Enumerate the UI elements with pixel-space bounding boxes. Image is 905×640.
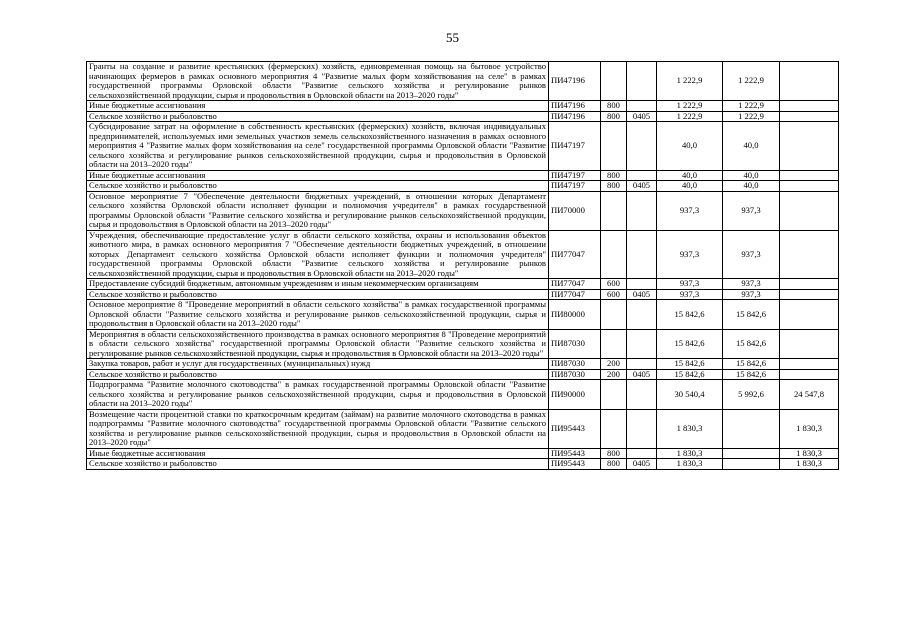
section-code-cell <box>627 230 657 279</box>
expense-type-cell: 200 <box>601 369 627 380</box>
total-amount-cell: 30 540,4 <box>657 380 723 410</box>
section-code-cell: 0405 <box>627 289 657 300</box>
amount-col1-cell <box>723 409 780 448</box>
amount-col1-cell: 937,3 <box>723 230 780 279</box>
row-name-cell: Предоставление субсидий бюджетным, автономным учреждениям и иным некоммерческим организациям <box>87 279 549 290</box>
expense-type-cell <box>601 191 627 230</box>
amount-col1-cell: 937,3 <box>723 279 780 290</box>
table-row <box>87 111 839 122</box>
row-name-cell: Сельское хозяйство и рыболовство <box>87 369 549 380</box>
row-name-cell: Учреждения, обеспечивающие предоставление услуг в области сельского хозяйства, охраны и использования объектов животного мира, в рамках основного мероприятия 7 "Обеспечение деятельности бюджетных учреждений, в отношении которых Департамент сельского хозяйства Орловской области исполняет функции и полномочия учредителя" государственной программы Орловской области "Развитие сельского хозяйства и регулирование рынков сельскохозяйственной продукции, сырья и продовольствия в Орловской области на 2013–2020 годы" <box>87 230 549 279</box>
total-amount-cell: 15 842,6 <box>657 359 723 370</box>
section-code-cell <box>627 380 657 410</box>
section-code-cell <box>627 101 657 112</box>
amount-col1-cell: 15 842,6 <box>723 369 780 380</box>
total-amount-cell: 40,0 <box>657 170 723 181</box>
expense-type-cell: 600 <box>601 279 627 290</box>
section-code-cell <box>627 122 657 171</box>
expense-type-cell: 800 <box>601 111 627 122</box>
amount-col2-cell <box>780 191 839 230</box>
expense-type-cell: 800 <box>601 448 627 459</box>
row-name-cell: Иные бюджетные ассигнования <box>87 170 549 181</box>
target-code-cell: ПИ90000 <box>549 380 601 410</box>
section-code-cell <box>627 409 657 448</box>
expense-type-cell: 600 <box>601 289 627 300</box>
amount-col2-cell <box>780 230 839 279</box>
amount-col2-cell <box>780 359 839 370</box>
amount-col2-cell <box>780 181 839 192</box>
table-row <box>87 289 839 300</box>
target-code-cell: ПИ70000 <box>549 191 601 230</box>
row-name-cell: Иные бюджетные ассигнования <box>87 101 549 112</box>
amount-col1-cell: 15 842,6 <box>723 359 780 370</box>
page-number: 55 <box>446 30 459 45</box>
amount-col2-cell <box>780 329 839 359</box>
table-row <box>87 369 839 380</box>
table-row <box>87 329 839 359</box>
table-row <box>87 300 839 330</box>
total-amount-cell: 1 830,3 <box>657 448 723 459</box>
target-code-cell: ПИ95443 <box>549 448 601 459</box>
amount-col1-cell: 937,3 <box>723 191 780 230</box>
total-amount-cell: 15 842,6 <box>657 329 723 359</box>
table-row <box>87 181 839 192</box>
amount-col1-cell: 1 222,9 <box>723 62 780 101</box>
total-amount-cell: 1 830,3 <box>657 409 723 448</box>
section-code-cell: 0405 <box>627 459 657 470</box>
expense-type-cell: 800 <box>601 459 627 470</box>
target-code-cell: ПИ87030 <box>549 359 601 370</box>
total-amount-cell: 1 830,3 <box>657 459 723 470</box>
amount-col1-cell <box>723 448 780 459</box>
row-name-cell: Сельское хозяйство и рыболовство <box>87 459 549 470</box>
expense-type-cell <box>601 409 627 448</box>
row-name-cell: Основное мероприятие 8 "Проведение мероприятий в области сельского хозяйства" в рамках государственной программы Орловской области "Развитие сельского хозяйства и регулирование рынков сельскохозяйственной продукции, сырья и продовольствия в Орловской области на 2013–2020 годы" <box>87 300 549 330</box>
section-code-cell: 0405 <box>627 111 657 122</box>
amount-col2-cell: 24 547,8 <box>780 380 839 410</box>
target-code-cell: ПИ47196 <box>549 62 601 101</box>
amount-col1-cell: 937,3 <box>723 289 780 300</box>
section-code-cell <box>627 329 657 359</box>
row-name-cell: Возмещение части процентной ставки по краткосрочным кредитам (займам) на развитие молочного скотоводства в рамках подпрограммы "Развитие молочного скотоводства" государственной программы Орловской области "Развитие сельского хозяйства и регулирование рынков сельскохозяйственной продукции, сырья и продовольствия в Орловской области на 2013–2020 годы" <box>87 409 549 448</box>
amount-col1-cell: 5 992,6 <box>723 380 780 410</box>
table-row <box>87 230 839 279</box>
amount-col2-cell <box>780 279 839 290</box>
expense-type-cell <box>601 62 627 101</box>
amount-col2-cell <box>780 101 839 112</box>
target-code-cell: ПИ77047 <box>549 279 601 290</box>
target-code-cell: ПИ77047 <box>549 289 601 300</box>
table-row <box>87 122 839 171</box>
expense-type-cell <box>601 380 627 410</box>
section-code-cell <box>627 279 657 290</box>
total-amount-cell: 937,3 <box>657 191 723 230</box>
row-name-cell: Субсидирование затрат на оформление в собственность крестьянских (фермерских) хозяйств, включая индивидуальных предпринимателей, используемых ими земельных участков земель сельскохозяйственного назначения в рамках основного мероприятия 4 "Развитие малых форм хозяйствования на селе" государственной программы Орловской области "Развитие сельского хозяйства и регулирование рынков сельскохозяйственной продукции, сырья и продовольствия в Орловской области на 2013–2020 годы" <box>87 122 549 171</box>
amount-col2-cell: 1 830,3 <box>780 409 839 448</box>
row-name-cell: Подпрограмма "Развитие молочного скотоводства" в рамках государственной программы Орловской области "Развитие сельского хозяйства и регулирование рынков сельскохозяйственной продукции, сырья и продовольствия в Орловской области на 2013–2020 годы" <box>87 380 549 410</box>
amount-col2-cell <box>780 111 839 122</box>
expense-type-cell: 800 <box>601 170 627 181</box>
section-code-cell <box>627 191 657 230</box>
expense-type-cell <box>601 230 627 279</box>
table-row <box>87 101 839 112</box>
expense-type-cell <box>601 300 627 330</box>
amount-col1-cell <box>723 459 780 470</box>
total-amount-cell: 937,3 <box>657 279 723 290</box>
target-code-cell: ПИ47197 <box>549 122 601 171</box>
amount-col1-cell: 40,0 <box>723 181 780 192</box>
table-row <box>87 459 839 470</box>
row-name-cell: Мероприятия в области сельскохозяйственного производства в рамках основного мероприятия 8 "Проведение мероприятий в области сельского хозяйства" государственной программы Орловской области "Развитие сельского хозяйства и регулирование рынков сельскохозяйственной продукции, сырья и продовольствия в Орловской области на 2013–2020 годы" <box>87 329 549 359</box>
row-name-cell: Сельское хозяйство и рыболовство <box>87 181 549 192</box>
target-code-cell: ПИ77047 <box>549 230 601 279</box>
budget-table <box>86 61 839 470</box>
total-amount-cell: 1 222,9 <box>657 111 723 122</box>
target-code-cell: ПИ95443 <box>549 409 601 448</box>
table-row <box>87 191 839 230</box>
amount-col2-cell <box>780 122 839 171</box>
expense-type-cell: 800 <box>601 101 627 112</box>
amount-col1-cell: 15 842,6 <box>723 300 780 330</box>
amount-col2-cell <box>780 62 839 101</box>
target-code-cell: ПИ80000 <box>549 300 601 330</box>
amount-col1-cell: 1 222,9 <box>723 111 780 122</box>
expense-type-cell <box>601 329 627 359</box>
amount-col2-cell <box>780 170 839 181</box>
amount-col1-cell: 1 222,9 <box>723 101 780 112</box>
amount-col1-cell: 40,0 <box>723 170 780 181</box>
table-row <box>87 170 839 181</box>
expense-type-cell: 200 <box>601 359 627 370</box>
table-row <box>87 380 839 410</box>
amount-col2-cell: 1 830,3 <box>780 448 839 459</box>
amount-col2-cell: 1 830,3 <box>780 459 839 470</box>
section-code-cell <box>627 170 657 181</box>
total-amount-cell: 1 222,9 <box>657 101 723 112</box>
section-code-cell: 0405 <box>627 369 657 380</box>
expense-type-cell: 800 <box>601 181 627 192</box>
section-code-cell <box>627 62 657 101</box>
expense-type-cell <box>601 122 627 171</box>
target-code-cell: ПИ47196 <box>549 111 601 122</box>
target-code-cell: ПИ47197 <box>549 181 601 192</box>
amount-col2-cell <box>780 289 839 300</box>
total-amount-cell: 1 222,9 <box>657 62 723 101</box>
table-row <box>87 448 839 459</box>
section-code-cell <box>627 448 657 459</box>
row-name-cell: Сельское хозяйство и рыболовство <box>87 289 549 300</box>
row-name-cell: Закупка товаров, работ и услуг для государственных (муниципальных) нужд <box>87 359 549 370</box>
target-code-cell: ПИ95443 <box>549 459 601 470</box>
total-amount-cell: 937,3 <box>657 230 723 279</box>
amount-col2-cell <box>780 369 839 380</box>
total-amount-cell: 40,0 <box>657 181 723 192</box>
total-amount-cell: 937,3 <box>657 289 723 300</box>
table-row <box>87 62 839 101</box>
section-code-cell <box>627 300 657 330</box>
table-row <box>87 279 839 290</box>
target-code-cell: ПИ87030 <box>549 369 601 380</box>
amount-col1-cell: 15 842,6 <box>723 329 780 359</box>
table-body <box>87 62 839 470</box>
target-code-cell: ПИ87030 <box>549 329 601 359</box>
section-code-cell <box>627 359 657 370</box>
table-row <box>87 409 839 448</box>
total-amount-cell: 15 842,6 <box>657 369 723 380</box>
row-name-cell: Основное мероприятие 7 "Обеспечение деятельности бюджетных учреждений, в отношении которых Департамент сельского хозяйства Орловской области исполняет функции и полномочия учредителя" в рамках государственной программы Орловской области "Развитие сельского хозяйства и регулирование рынков сельскохозяйственной продукции, сырья и продовольствия в Орловской области на 2013–2020 годы" <box>87 191 549 230</box>
table-row <box>87 359 839 370</box>
target-code-cell: ПИ47197 <box>549 170 601 181</box>
target-code-cell: ПИ47196 <box>549 101 601 112</box>
amount-col2-cell <box>780 300 839 330</box>
row-name-cell: Иные бюджетные ассигнования <box>87 448 549 459</box>
total-amount-cell: 40,0 <box>657 122 723 171</box>
row-name-cell: Сельское хозяйство и рыболовство <box>87 111 549 122</box>
amount-col1-cell: 40,0 <box>723 122 780 171</box>
section-code-cell: 0405 <box>627 181 657 192</box>
total-amount-cell: 15 842,6 <box>657 300 723 330</box>
row-name-cell: Гранты на создание и развитие крестьянских (фермерских) хозяйств, единовременная помощь на бытовое устройство начинающих фермеров в рамках основного мероприятия 4 "Развитие малых форм хозяйствования на селе" в рамках государственной программы Орловской области "Развитие сельского хозяйства и регулирование рынков сельскохозяйственной продукции, сырья и продовольствия в Орловской области на 2013–2020 годы" <box>87 62 549 101</box>
